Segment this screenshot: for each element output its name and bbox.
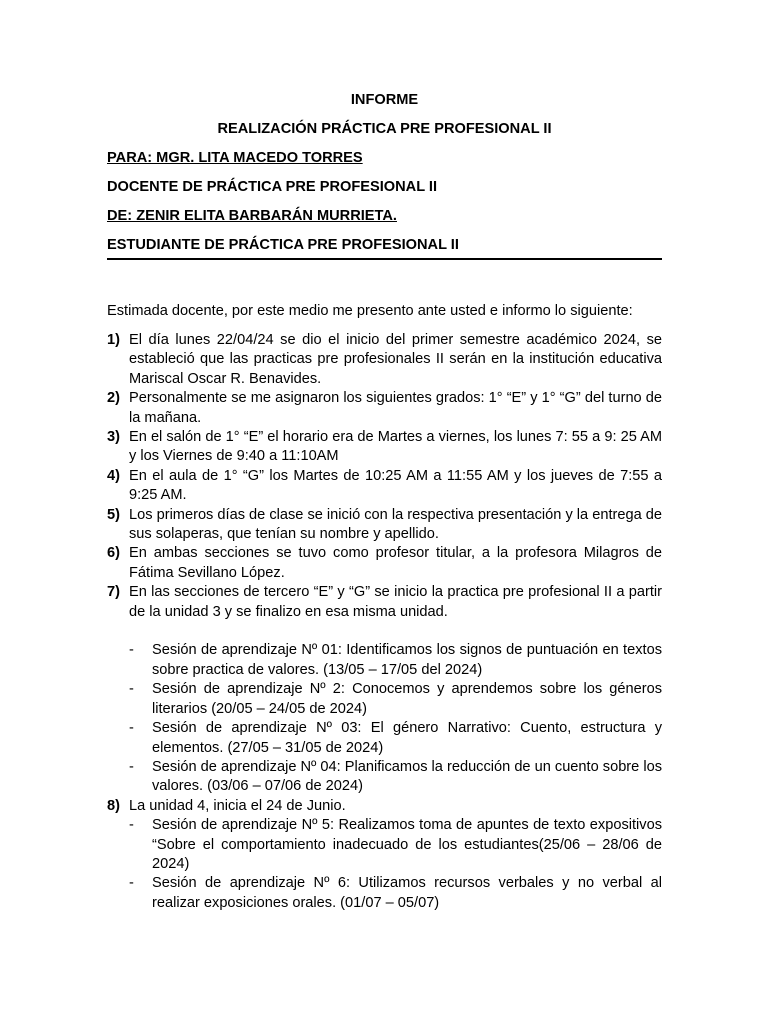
item-text: En el salón de 1° “E” el horario era de Martes a viernes, los lunes 7: 55 a 9: 25 AM y los Viernes de 9:40 a 11:10AM xyxy=(129,429,662,465)
intro-paragraph: Estimada docente, por este medio me presento ante usted e informo lo siguiente: xyxy=(107,303,633,319)
item-number: 5) xyxy=(107,506,120,523)
item-number: 3) xyxy=(107,429,120,446)
dash-bullet: - xyxy=(129,758,134,775)
session-item xyxy=(107,816,662,874)
item-number: 2) xyxy=(107,390,120,407)
item-number: 7) xyxy=(107,584,120,601)
blank-line xyxy=(107,622,662,641)
document-subtitle: REALIZACIÓN PRÁCTICA PRE PROFESIONAL II xyxy=(217,121,552,137)
dash-bullet: - xyxy=(129,720,134,737)
session-text: Sesión de aprendizaje Nº 2: Conocemos y aprendemos sobre los géneros literarios (20/05 – 24/05 de 2024) xyxy=(152,681,662,717)
recipient-role: DOCENTE DE PRÁCTICA PRE PROFESIONAL II xyxy=(107,179,438,195)
recipient-line: PARA: MGR. LITA MACEDO TORRES xyxy=(107,150,363,166)
list-item xyxy=(107,506,662,545)
list-item xyxy=(107,331,662,389)
item-text: Los primeros días de clase se inició con la respectiva presentación y la entrega de sus solaperas, que tenían su nombre y apellido. xyxy=(129,506,662,543)
list-item xyxy=(107,467,662,506)
session-item xyxy=(107,719,662,758)
dash-bullet: - xyxy=(129,681,134,698)
session-item xyxy=(107,641,662,680)
dash-bullet: - xyxy=(129,875,134,892)
session-text: Sesión de aprendizaje Nº 01: Identificamos los signos de puntuación en textos sobre practica de valores. (13/05 – 17/05 del 2024) xyxy=(152,642,662,678)
item-number: 6) xyxy=(107,545,120,562)
session-item xyxy=(107,680,662,719)
session-text: Sesión de aprendizaje Nº 6: Utilizamos recursos verbales y no verbal al realizar exposiciones orales. (01/07 – 05/07) xyxy=(152,875,662,911)
list-item xyxy=(107,389,662,428)
session-text: Sesión de aprendizaje Nº 5: Realizamos toma de apuntes de texto expositivos “Sobre el comportamiento inadecuado de los estudiantes(25/06 – 28/06 de 2024) xyxy=(152,817,662,872)
item-number: 8) xyxy=(107,797,120,814)
item-number: 4) xyxy=(107,467,120,484)
session-item xyxy=(107,758,662,797)
item-text: Personalmente se me asignaron los siguientes grados: 1° “E” y 1° “G” del turno de la mañana. xyxy=(129,390,662,426)
list-item xyxy=(107,544,662,583)
report-list xyxy=(107,331,662,913)
header-divider xyxy=(107,258,662,260)
item-text: En las secciones de tercero “E” y “G” se inicio la practica pre profesional II a partir de la unidad 3 y se finalizo en esa misma unidad. xyxy=(129,584,662,620)
list-item xyxy=(107,583,662,622)
sender-line: DE: ZENIR ELITA BARBARÁN MURRIETA. xyxy=(107,208,397,224)
dash-bullet: - xyxy=(129,817,134,834)
dash-bullet: - xyxy=(129,642,134,659)
sender-role: ESTUDIANTE DE PRÁCTICA PRE PROFESIONAL II xyxy=(107,237,459,253)
item-text: En el aula de 1° “G” los Martes de 10:25 AM a 11:55 AM y los jueves de 7:55 a 9:25 AM. xyxy=(129,467,662,504)
document-title: INFORME xyxy=(350,92,419,108)
session-item xyxy=(107,874,662,913)
list-item xyxy=(107,428,662,467)
list-item xyxy=(107,797,662,816)
item-text: En ambas secciones se tuvo como profesor titular, a la profesora Milagros de Fátima Sevillano López. xyxy=(129,545,662,581)
item-number: 1) xyxy=(107,332,120,348)
session-text: Sesión de aprendizaje Nº 04: Planificamos la reducción de un cuento sobre los valores. (03/06 – 07/06 de 2024) xyxy=(152,758,662,795)
session-text: Sesión de aprendizaje Nº 03: El género Narrativo: Cuento, estructura y elementos. (27/05 – 31/05 de 2024) xyxy=(152,720,662,756)
item-text: El día lunes 22/04/24 se dio el inicio del primer semestre académico 2024, se estableció que las practicas pre profesionales II serán en la institución educativa Mariscal Oscar R. Benavides. xyxy=(129,332,662,387)
item-text: La unidad 4, inicia el 24 de Junio. xyxy=(129,797,346,814)
